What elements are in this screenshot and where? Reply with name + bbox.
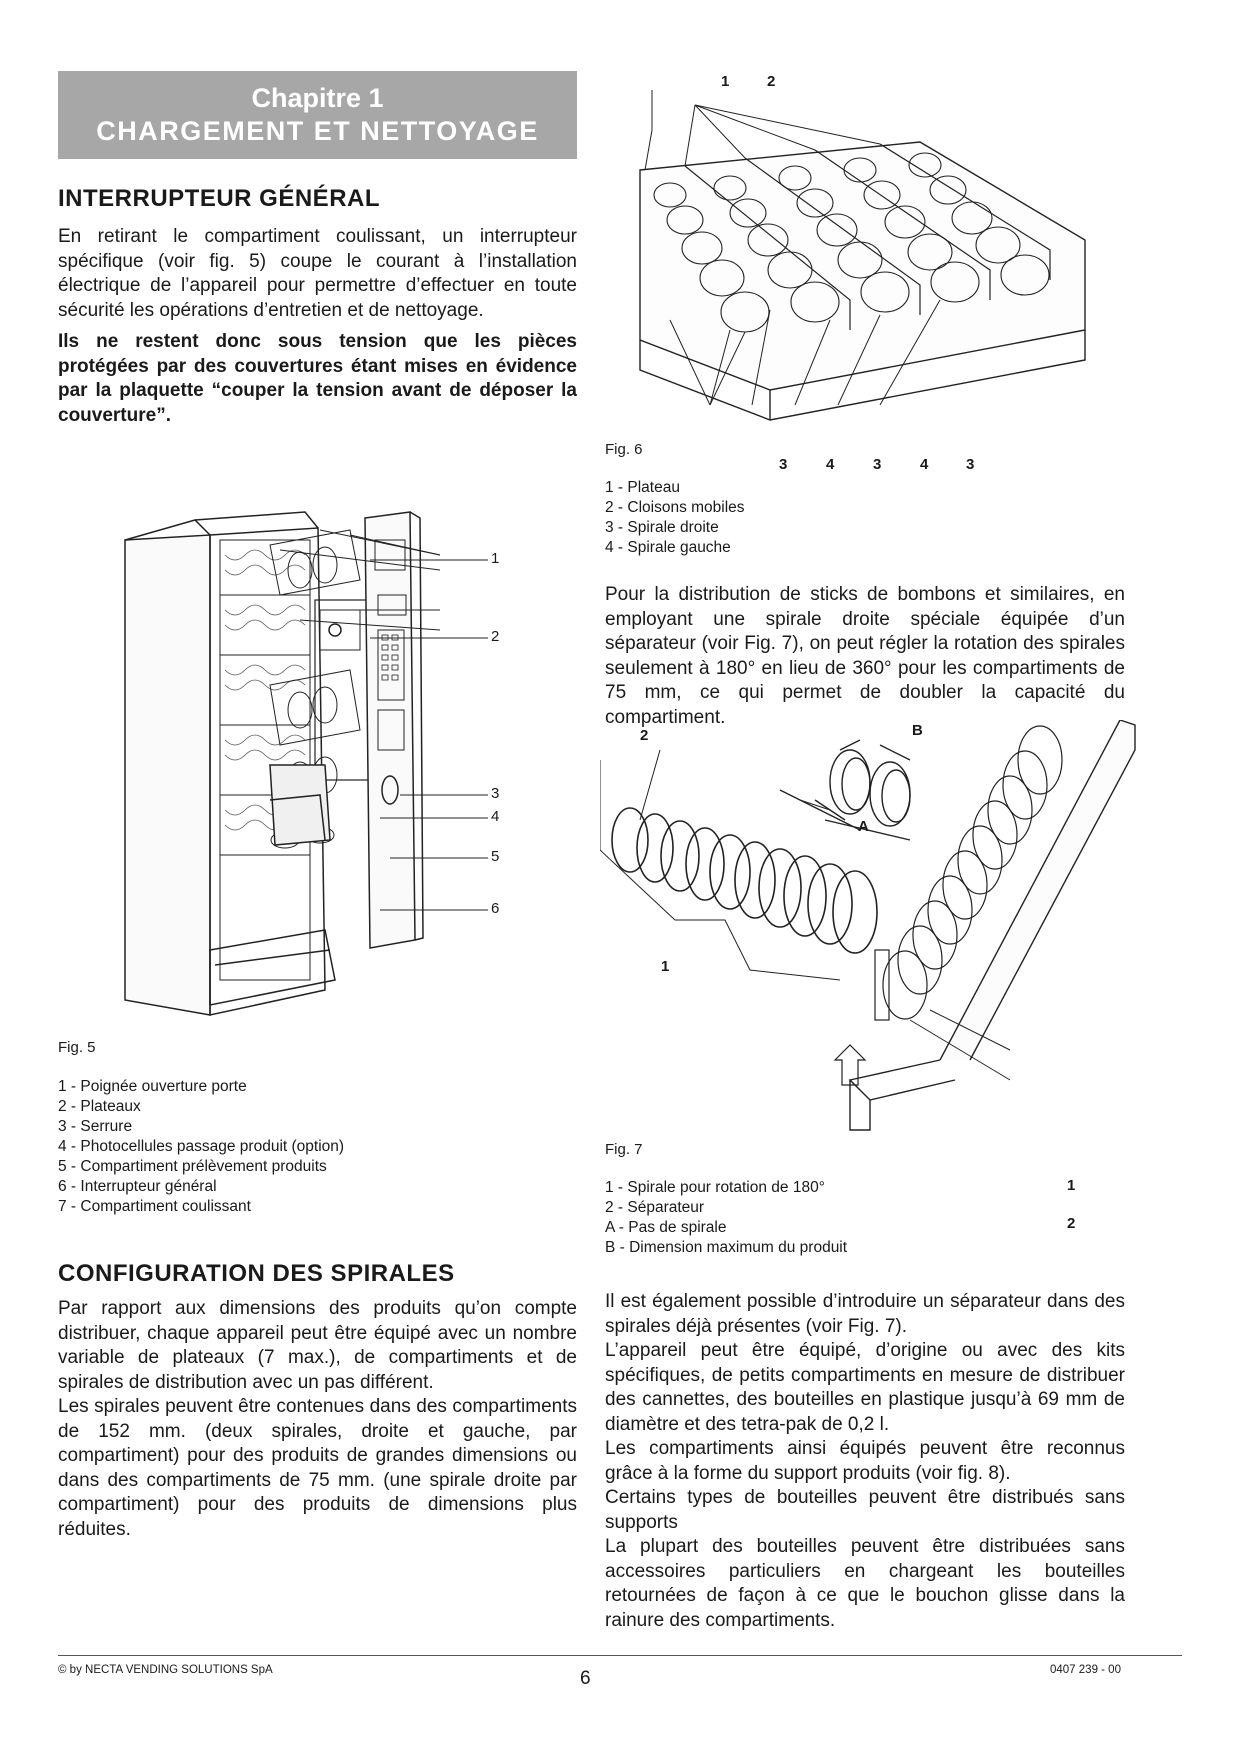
section2-paragraph: Les spirales peuvent être contenues dans des compartiments de 152 mm. (deux spirales, droite et gauche, par compartiment) pour des produits de grandes dimensions ou dans des compartiments de 75 mm. (une spirale droite par compartiment) pour des produits de dimensions plus réduites.	[58, 1396, 577, 1540]
bottles-paragraphs	[605, 1290, 1125, 1633]
fig6-legend	[605, 478, 745, 558]
legend-item: 1 - Plateau	[605, 479, 680, 496]
section1-warning: Ils ne restent donc sous tension que les pièces protégées par des couvertures étant mises en évidence par la plaquette “couper la tension avant de déposer la couverture”.	[58, 331, 577, 426]
section-title-spirales: CONFIGURATION DES SPIRALES	[58, 1260, 455, 1287]
legend-item: 2 - Cloisons mobiles	[605, 499, 745, 516]
fig7-label-1b: 1	[1067, 1177, 1076, 1194]
fig6-label-3c: 3	[966, 456, 975, 473]
legend-item: 7 - Compartiment coulissant	[58, 1198, 251, 1215]
fig7-caption: Fig. 7	[605, 1141, 643, 1158]
callout-5: 5	[491, 848, 500, 865]
fig7-legend	[605, 1178, 847, 1258]
spiral-180-paragraph	[605, 583, 1125, 730]
callout-1: 1	[491, 550, 500, 567]
fig6-label-4a: 4	[826, 456, 835, 473]
right-paragraph: Les compartiments ainsi équipés peuvent être reconnus grâce à la forme du support produits (voir fig. 8).	[605, 1438, 1125, 1484]
fig5-caption: Fig. 5	[58, 1039, 96, 1056]
section2-body	[58, 1297, 577, 1542]
right-paragraph: Il est également possible d’introduire un séparateur dans des spirales déjà présentes (voir Fig. 7).	[605, 1291, 1125, 1337]
section1-paragraph: En retirant le compartiment coulissant, un interrupteur spécifique (voir fig. 5) coupe le courant à l’installation électrique de l’appareil pour permettre d’effectuer en toute sécurité les opérations d’entretien et de nettoyage.	[58, 226, 577, 321]
footer-docnumber: 0407 239 - 00	[1050, 1664, 1121, 1676]
legend-item: 4 - Spirale gauche	[605, 539, 731, 556]
legend-item: 3 - Spirale droite	[605, 519, 719, 536]
legend-item: B - Dimension maximum du produit	[605, 1239, 848, 1256]
legend-item: 5 - Compartiment prélèvement produits	[58, 1158, 327, 1175]
legend-item: 4 - Photocellules passage produit (option)	[58, 1138, 345, 1155]
callout-4: 4	[491, 808, 500, 825]
spiral-separator-drawing	[600, 720, 1140, 1250]
right-paragraph: Pour la distribution de sticks de bombons et similaires, en employant une spirale droite spéciale équipée d’un séparateur (voir Fig. 7), on peut régler la rotation des spirales seulement à 180° en lieu de 360° pour les compartiments de 75 mm, ce qui permet de doubler la capacité du compartiment.	[605, 584, 1125, 728]
right-paragraph: Certains types de bouteilles peuvent être distribués sans supports	[605, 1487, 1125, 1533]
legend-item: 1 - Poignée ouverture porte	[58, 1078, 247, 1095]
callout-6: 6	[491, 900, 500, 917]
legend-item: 3 - Serrure	[58, 1118, 133, 1135]
callout-2: 2	[491, 628, 500, 645]
fig6-label-1: 1	[721, 73, 730, 90]
fig7-label-2b: 2	[1067, 1215, 1076, 1232]
legend-item: A - Pas de spirale	[605, 1219, 727, 1236]
callout-3: 3	[491, 785, 500, 802]
fig7-label-1: 1	[661, 958, 670, 975]
footer-copyright: © by NECTA VENDING SOLUTIONS SpA	[58, 1664, 273, 1676]
fig6-label-3b: 3	[873, 456, 882, 473]
section2-paragraph: Par rapport aux dimensions des produits qu’on compte distribuer, chaque appareil peut être équipé avec un nombre variable de plateaux (7 max.), de compartiments et de spirales de distribution avec un pas différent.	[58, 1298, 577, 1393]
chapter-banner	[58, 71, 577, 159]
legend-item: 6 - Interrupteur général	[58, 1178, 217, 1195]
chapter-title: CHARGEMENT ET NETTOYAGE	[96, 116, 539, 146]
fig7-label-A: A	[858, 818, 869, 835]
footer-divider	[58, 1655, 1182, 1656]
chapter-number: Chapitre 1	[251, 83, 384, 113]
fig6-caption: Fig. 6	[605, 441, 643, 458]
legend-item: 2 - Plateaux	[58, 1098, 141, 1115]
section-title-interrupteur: INTERRUPTEUR GÉNÉRAL	[58, 185, 381, 212]
fig6-label-4b: 4	[920, 456, 929, 473]
legend-item: 2 - Séparateur	[605, 1199, 705, 1216]
fig6-label-3a: 3	[779, 456, 788, 473]
fig5-legend	[58, 1077, 344, 1217]
tray-spirals-drawing	[630, 70, 1090, 470]
legend-item: 1 - Spirale pour rotation de 180°	[605, 1179, 825, 1196]
fig7-label-B: B	[912, 722, 923, 739]
right-paragraph: La plupart des bouteilles peuvent être distribuées sans accessoires particuliers en chargeant les bouteilles retournées de façon à ce que le bouchon glisse dans la rainure des compartiments.	[605, 1536, 1125, 1631]
fig7-label-2: 2	[640, 727, 649, 744]
right-paragraph: L’appareil peut être équipé, d’origine ou avec des kits spécifiques, de petits compartiments en mesure de distribuer des cannettes, des bouteilles en plastique jusqu’à 69 mm de diamètre et des tetra-pak de 0,2 l.	[605, 1340, 1125, 1435]
section1-body	[58, 225, 577, 428]
page-number: 6	[580, 1668, 591, 1689]
fig6-label-2: 2	[767, 73, 776, 90]
